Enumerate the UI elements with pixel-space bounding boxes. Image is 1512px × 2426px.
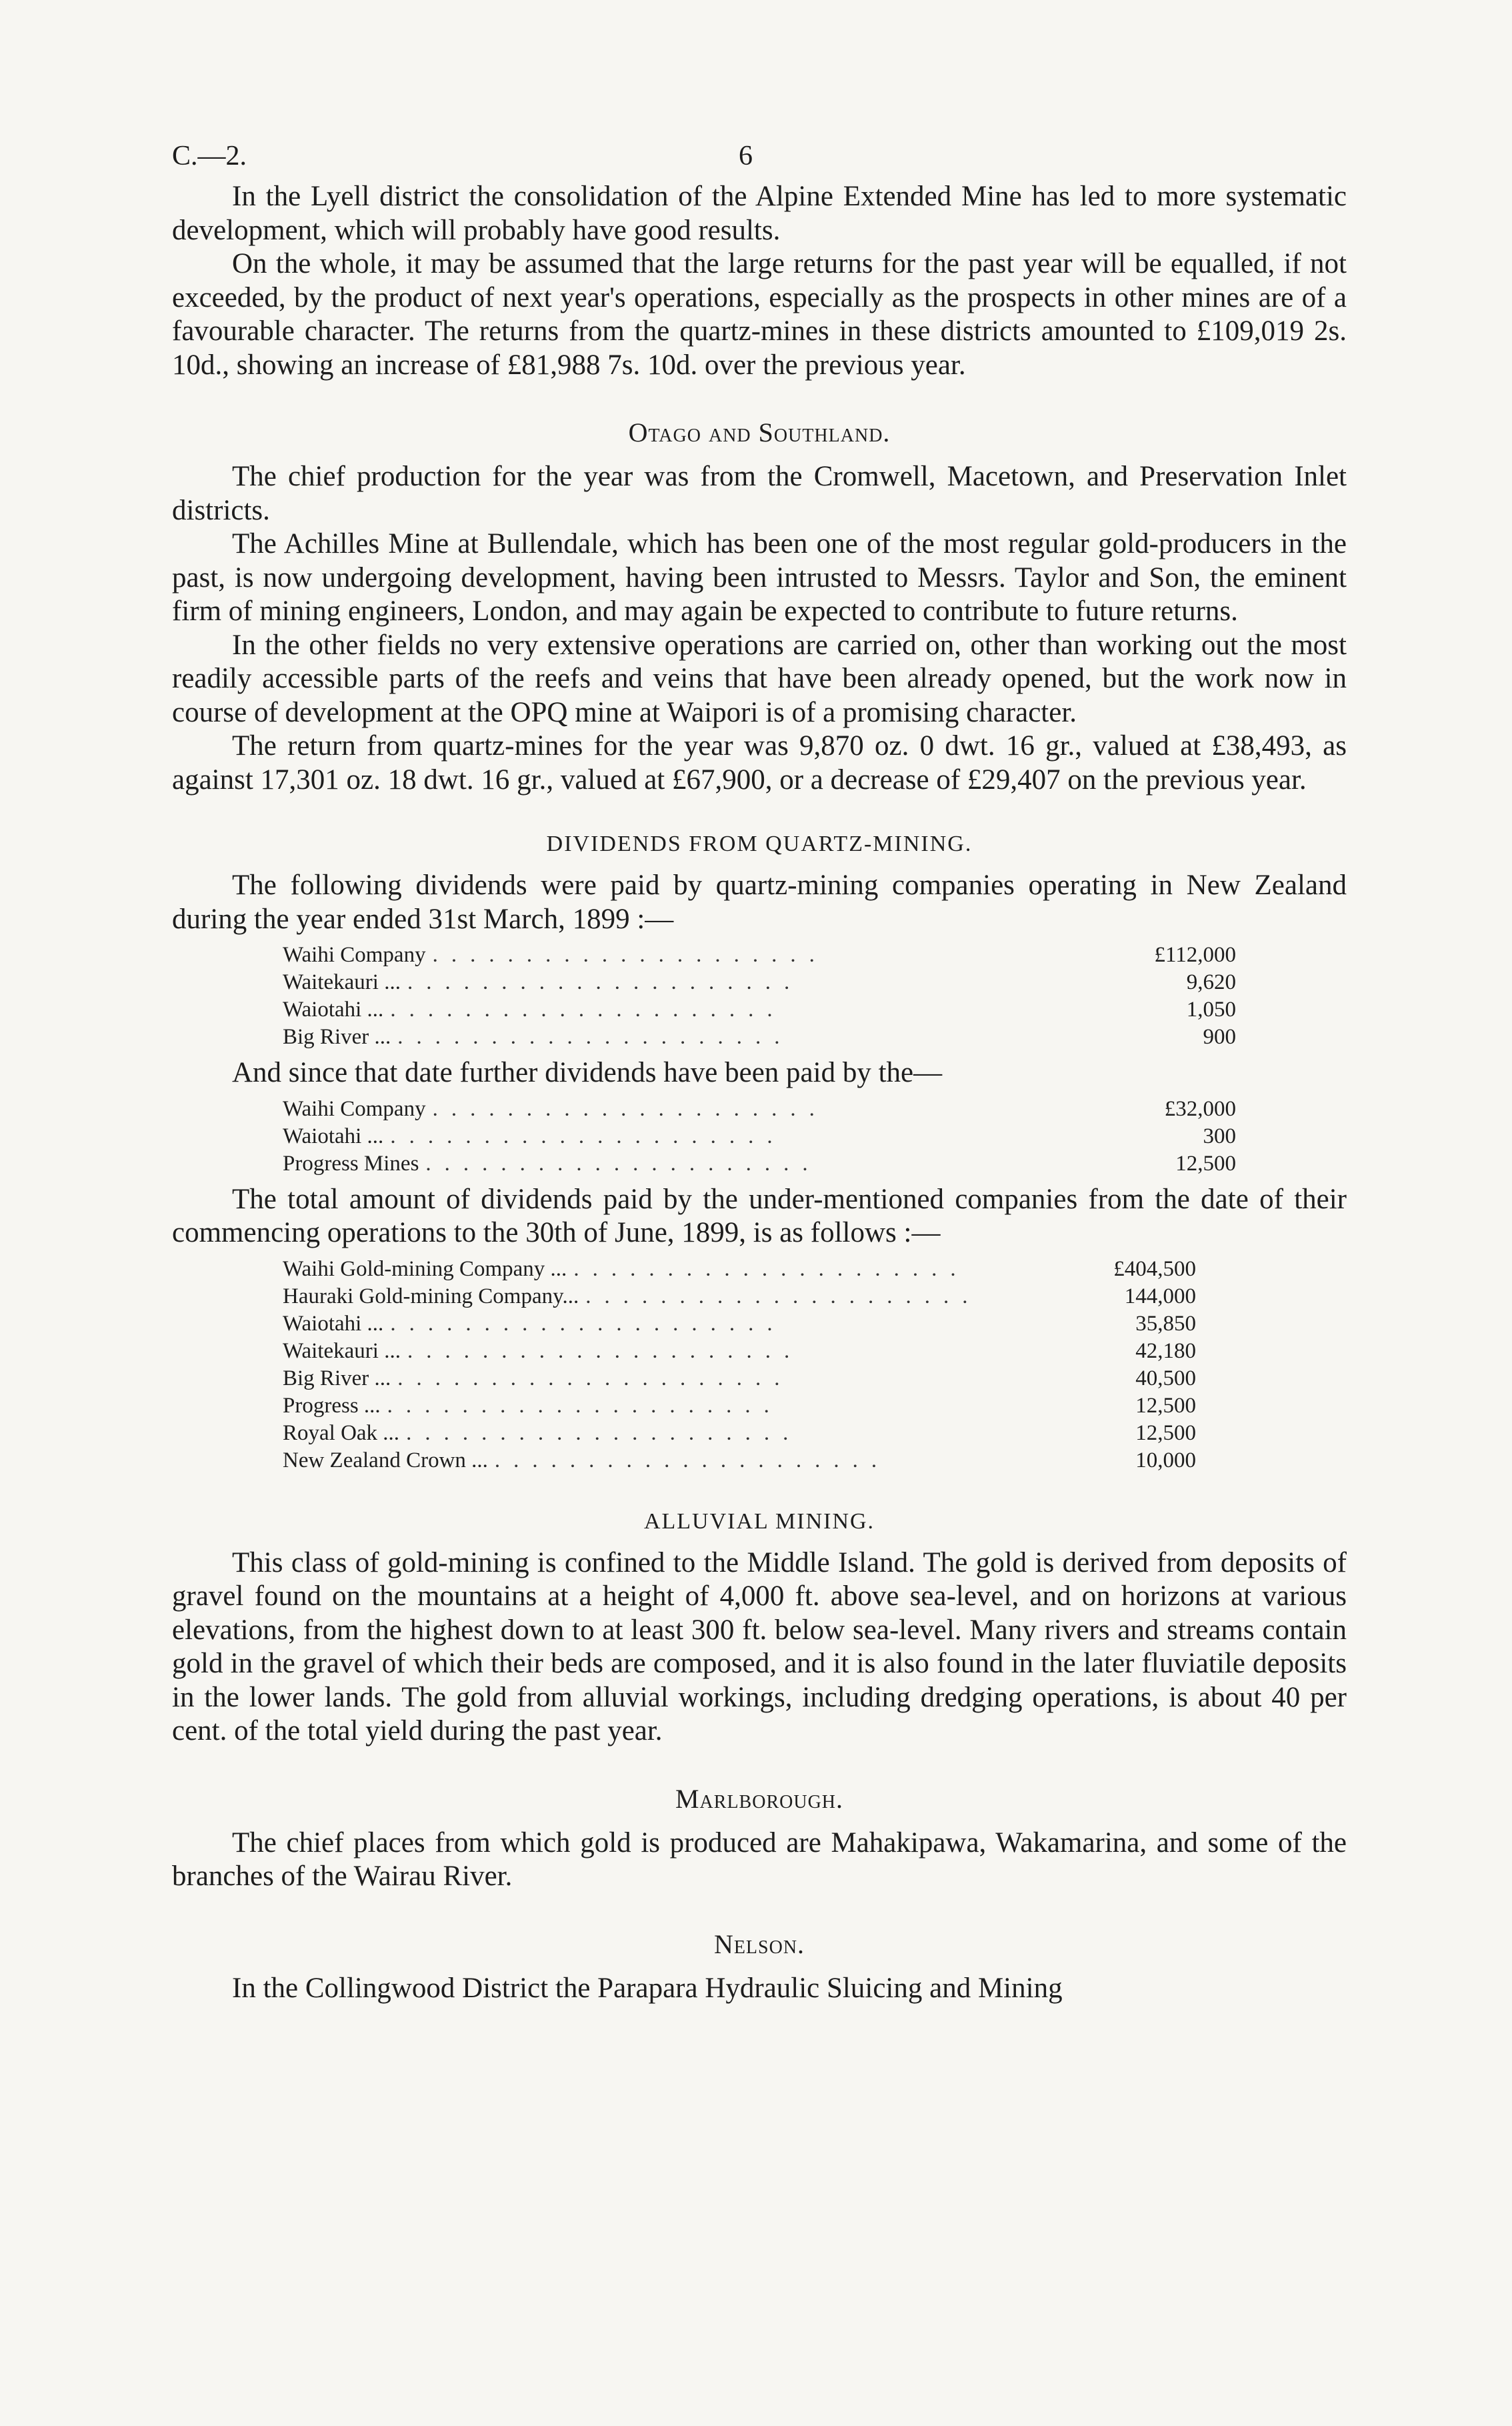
- otago-heading: Otago and Southland.: [628, 417, 891, 447]
- table-row: New Zealand Crown ... ..................... 10,000: [283, 1447, 1196, 1474]
- dividend-amount: 10,000: [1135, 1448, 1196, 1472]
- dividend-amount: 1,050: [1186, 998, 1236, 1022]
- company-name: Waihi Gold-mining Company ...: [283, 1256, 567, 1281]
- document-reference: C.—2.: [172, 141, 247, 171]
- dividend-amount: £404,500: [1113, 1256, 1196, 1281]
- table-row: Waihi Company ..................... £32,000: [283, 1096, 1236, 1123]
- company-name: Waihi Company: [283, 943, 426, 967]
- company-name: Waiotahi ...: [283, 998, 384, 1022]
- dividends-heading: DIVIDENDS FROM QUARTZ-MINING.: [546, 832, 973, 856]
- dividend-amount: 900: [1203, 1025, 1236, 1049]
- whole-paragraph: On the whole, it may be assumed that the large returns for the past year will be equalled, if not exceeded, by the product of next year's operations, especially as the prospects in other mines are of a favourable character. The returns from the quartz-mines in these districts amounted to £109,019 2s. 10d., showing an increase of £81,988 7s. 10d. over the previous year.: [172, 248, 1347, 381]
- nelson-heading: Nelson.: [713, 1929, 805, 1959]
- marlborough-paragraph: The chief places from which gold is produced are Mahakipawa, Wakamarina, and some of the branches of the Wairau River.: [172, 1827, 1347, 1892]
- otago-paragraph: The chief production for the year was from the Cromwell, Macetown, and Preservation Inlet districts.: [172, 461, 1347, 526]
- table-row: Progress Mines ..................... 12,500: [283, 1150, 1236, 1178]
- dividend-amount: 300: [1203, 1124, 1236, 1148]
- table-row: Waiotahi ... ..................... 300: [283, 1123, 1236, 1150]
- dividend-amount: 42,180: [1135, 1338, 1196, 1363]
- company-name: Waiotahi ...: [283, 1311, 384, 1336]
- company-name: Big River ...: [283, 1366, 391, 1390]
- document-page: [172, 140, 1347, 2005]
- dividend-amount: 40,500: [1135, 1366, 1196, 1390]
- table-row: Waihi Gold-mining Company ... ..................... £404,500: [283, 1256, 1196, 1283]
- dividends-table-since: [283, 1096, 1236, 1178]
- dividend-amount: 35,850: [1135, 1311, 1196, 1336]
- company-name: Waihi Company: [283, 1096, 426, 1121]
- company-name: Big River ...: [283, 1025, 391, 1049]
- dividend-amount: 12,500: [1175, 1151, 1236, 1176]
- company-name: Hauraki Gold-mining Company...: [283, 1284, 579, 1308]
- page-number: 6: [739, 141, 753, 171]
- company-name: Waitekauri ...: [283, 1338, 401, 1363]
- dividends-table-1999: [283, 942, 1236, 1051]
- page-header: [172, 140, 1347, 180]
- dividends-since-text: And since that date further dividends have been paid by the—: [232, 1057, 943, 1088]
- alluvial-heading: ALLUVIAL MINING.: [643, 1508, 875, 1534]
- dividend-amount: £32,000: [1164, 1096, 1236, 1121]
- table-row: Waiotahi ... ..................... 1,050: [283, 996, 1236, 1024]
- company-name: Progress ...: [283, 1393, 381, 1418]
- alluvial-paragraph: This class of gold-mining is confined to the Middle Island. The gold is derived from deposits of gravel found on the mountains at a height of 4,000 ft. above sea-level, and on horizons at various elevations, from the highest down to at least 300 ft. below sea-level. Many rivers and streams contain gold in the gravel of which their beds are composed, and it is also found in the later fluviatile deposits in the lower lands. The gold from alluvial workings, including dredging operations, is about 40 per cent. of the total yield during the past year.: [172, 1546, 1347, 1746]
- table-row: Progress ... ..................... 12,500: [283, 1392, 1196, 1420]
- lyell-paragraph: In the Lyell district the consolidation of the Alpine Extended Mine has led to more systematic development, which will probably have good results.: [172, 181, 1347, 246]
- otago-paragraph: The Achilles Mine at Bullendale, which has been one of the most regular gold-producers in the past, is now undergoing development, having been intrusted to Messrs. Taylor and Son, the eminent firm of mining engineers, London, and may again be expected to contribute to future returns.: [172, 528, 1347, 627]
- table-row: Hauraki Gold-mining Company... ..................... 144,000: [283, 1283, 1196, 1310]
- company-name: New Zealand Crown ...: [283, 1448, 488, 1472]
- table-row: Big River ... ..................... 900: [283, 1024, 1236, 1051]
- dividend-amount: £112,000: [1154, 943, 1236, 967]
- dividend-amount: 12,500: [1135, 1420, 1196, 1445]
- otago-paragraph: In the other fields no very extensive operations are carried on, other than working out the most readily accessible parts of the reefs and veins that have been already opened, but the work now in course of development at the OPQ mine at Waipori is of a promising character.: [172, 629, 1347, 728]
- dividend-amount: 12,500: [1135, 1393, 1196, 1418]
- company-name: Waitekauri ...: [283, 970, 401, 994]
- dividend-amount: 144,000: [1124, 1284, 1196, 1308]
- company-name: Waiotahi ...: [283, 1124, 384, 1148]
- dividends-table-total: [283, 1256, 1196, 1474]
- table-row: Big River ... ..................... 40,500: [283, 1365, 1196, 1392]
- table-row: Waihi Company ..................... £112,000: [283, 942, 1236, 969]
- dividends-intro: The following dividends were paid by quartz-mining companies operating in New Zealand during the year ended 31st March, 1899 :—: [172, 870, 1347, 935]
- table-row: Royal Oak ... ..................... 12,500: [283, 1420, 1196, 1447]
- dividend-amount: 9,620: [1186, 970, 1236, 994]
- dividends-total-text: The total amount of dividends paid by the under-mentioned companies from the date of their commencing operations to the 30th of June, 1899, is as follows :—: [172, 1183, 1347, 1248]
- table-row: Waitekauri ... ..................... 9,620: [283, 969, 1236, 996]
- table-row: Waiotahi ... ..................... 35,850: [283, 1310, 1196, 1338]
- nelson-paragraph: In the Collingwood District the Parapara Hydraulic Sluicing and Mining: [232, 1972, 1063, 2004]
- company-name: Progress Mines: [283, 1151, 419, 1176]
- otago-paragraph: The return from quartz-mines for the year was 9,870 oz. 0 dwt. 16 gr., valued at £38,493, as against 17,301 oz. 18 dwt. 16 gr., valued at £67,900, or a decrease of £29,407 on the previous year.: [172, 730, 1347, 796]
- company-name: Royal Oak ...: [283, 1420, 400, 1445]
- marlborough-heading: Marlborough.: [675, 1783, 844, 1814]
- table-row: Waitekauri ... ..................... 42,180: [283, 1338, 1196, 1365]
